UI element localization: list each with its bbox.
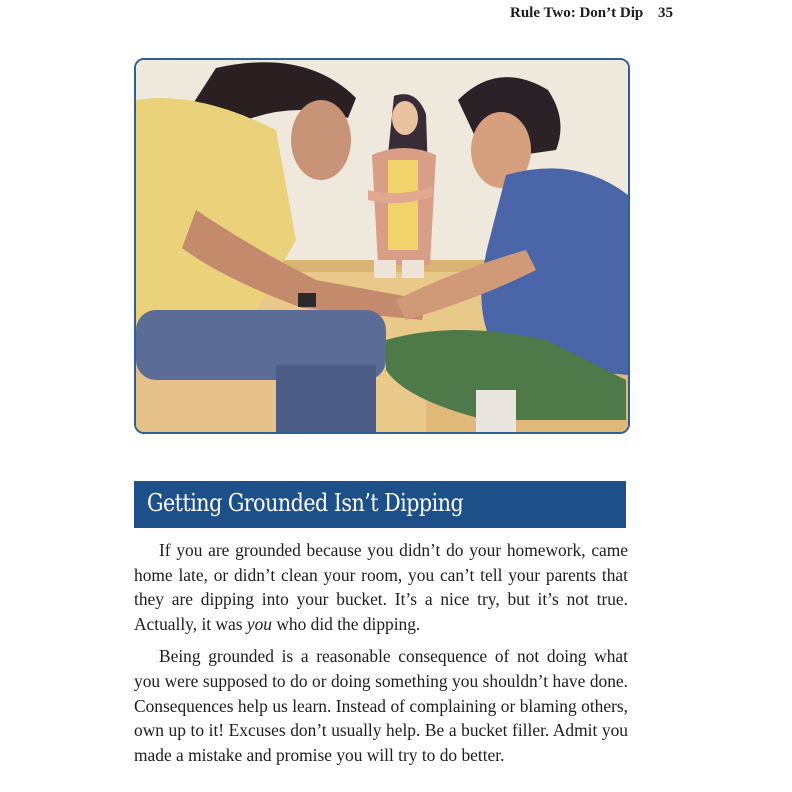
illustration-parent-and-kids [134, 58, 630, 434]
paragraph-1 [134, 538, 628, 636]
paragraph-1-emphasis: you [246, 613, 272, 634]
paragraph-1-tail: who did the dipping. [271, 613, 421, 634]
running-head [480, 5, 680, 27]
paragraph-2: Being grounded is a reasonable consequence of not doing what you were supposed to do or doing something you shouldn’t have done. Consequences help us learn. Instead of complaining or blaming others, own up to it! Excuses don’t usually help. Be a bucket filler. Admit you made a mistake and promise you will try to do better. [134, 646, 628, 765]
section-banner [134, 481, 626, 528]
page-number: 35 [658, 5, 673, 21]
section-heading: Getting Grounded Isn’t Dipping [147, 489, 464, 517]
chapter-title: Rule Two: Don’t Dip [510, 5, 644, 21]
watercolor-illustration [136, 60, 628, 432]
paragraph-1-text: If you are grounded because you didn’t do your homework, came home late, or didn’t clean your room, you can’t tell your parents that they are dipping into your bucket. It’s a nice try, but it’s not true. Actually, it was [134, 540, 628, 634]
body-text [134, 538, 628, 775]
